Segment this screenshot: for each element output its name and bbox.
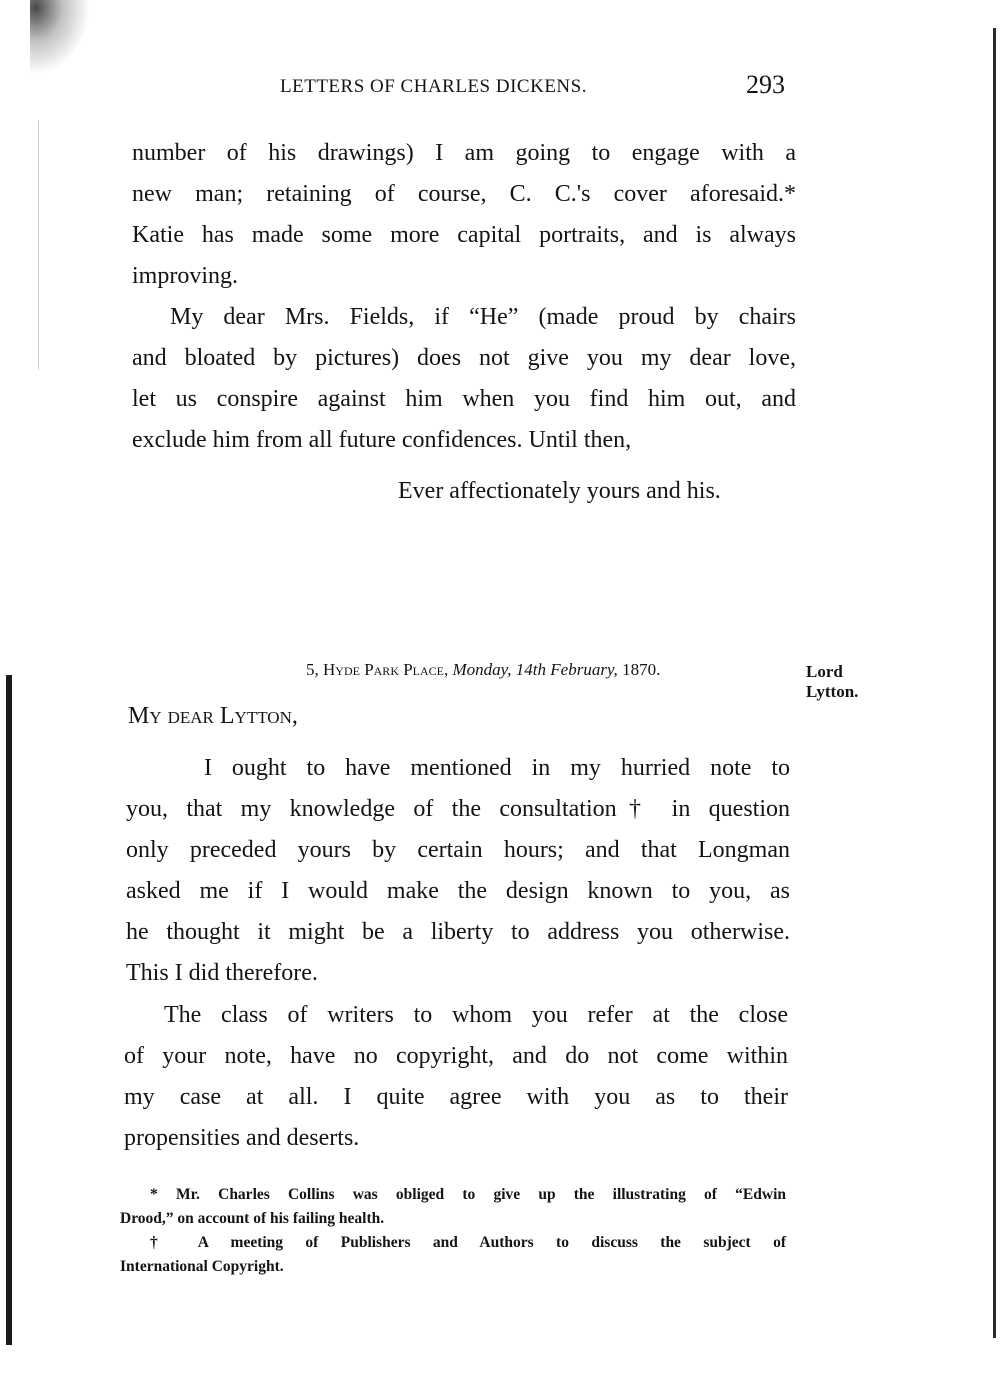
date-year: 1870. bbox=[622, 660, 661, 679]
text-line: The class of writers to whom you refer at the close bbox=[164, 1002, 788, 1028]
text-line: let us conspire against him when you find him out, and bbox=[132, 386, 796, 412]
margin-note-recipient bbox=[806, 662, 858, 702]
text-line: exclude him from all future confidences. Until then, bbox=[132, 427, 632, 453]
address-number: 5, bbox=[306, 660, 319, 679]
paragraph-drawings bbox=[132, 133, 796, 297]
text-line: asked me if I would make the design known to you, as bbox=[126, 878, 790, 904]
letter-dateline bbox=[306, 660, 660, 680]
footnotes bbox=[120, 1183, 786, 1279]
letter-salutation: My dear Lytton, bbox=[128, 703, 298, 729]
address-name: Hyde Park Place, bbox=[323, 660, 449, 679]
date-day: 14th bbox=[515, 660, 547, 679]
paragraph-copyright bbox=[124, 995, 788, 1159]
text-line: my case at all. I quite agree with you as to their bbox=[124, 1084, 788, 1110]
text-line: only preceded yours by certain hours; and that Longman bbox=[126, 837, 790, 863]
text-line: he thought it might be a liberty to address you otherwise. bbox=[126, 919, 790, 945]
page-edge-right bbox=[993, 28, 996, 1338]
scan-shadow-corner bbox=[30, 0, 90, 75]
margin-note-line: Lytton. bbox=[806, 682, 859, 701]
running-head: LETTERS OF CHARLES DICKENS. bbox=[280, 76, 587, 97]
page-edge-left-faint bbox=[38, 120, 39, 370]
text-line: This I did therefore. bbox=[126, 960, 318, 986]
footnote-line: International Copyright. bbox=[120, 1258, 284, 1275]
page-number: 293 bbox=[746, 70, 785, 99]
date-weekday: Monday, bbox=[452, 660, 512, 679]
text-line: I ought to have mentioned in my hurried note to bbox=[204, 755, 790, 781]
paragraph-consultation bbox=[126, 748, 790, 994]
text-line: propensities and deserts. bbox=[124, 1125, 360, 1151]
text-line: number of his drawings) I am going to engage with a bbox=[132, 140, 796, 166]
text-line: new man; retaining of course, C. C.'s cover aforesaid.* bbox=[132, 181, 796, 207]
date-month: February, bbox=[550, 660, 618, 679]
text-line: Katie has made some more capital portraits, and is always bbox=[132, 222, 796, 248]
text-line: and bloated by pictures) does not give you my dear love, bbox=[132, 345, 796, 371]
letter-closing: Ever affectionately yours and his. bbox=[398, 478, 721, 504]
page-edge-left bbox=[6, 675, 12, 1345]
text-line: you, that my knowledge of the consultation† in question bbox=[126, 796, 790, 822]
text-line: of your note, have no copyright, and do not come within bbox=[124, 1043, 788, 1069]
text-line: My dear Mrs. Fields, if “He” (made proud by chairs bbox=[170, 304, 796, 330]
margin-note-line: Lord bbox=[806, 662, 843, 681]
footnote-line: † A meeting of Publishers and Authors to discuss the subject of bbox=[150, 1234, 786, 1251]
text-line: improving. bbox=[132, 263, 238, 289]
paragraph-mrs-fields bbox=[132, 297, 796, 461]
footnote-line: * Mr. Charles Collins was obliged to give up the illustrating of “Edwin bbox=[150, 1186, 786, 1203]
footnote-line: Drood,” on account of his failing health. bbox=[120, 1210, 385, 1227]
